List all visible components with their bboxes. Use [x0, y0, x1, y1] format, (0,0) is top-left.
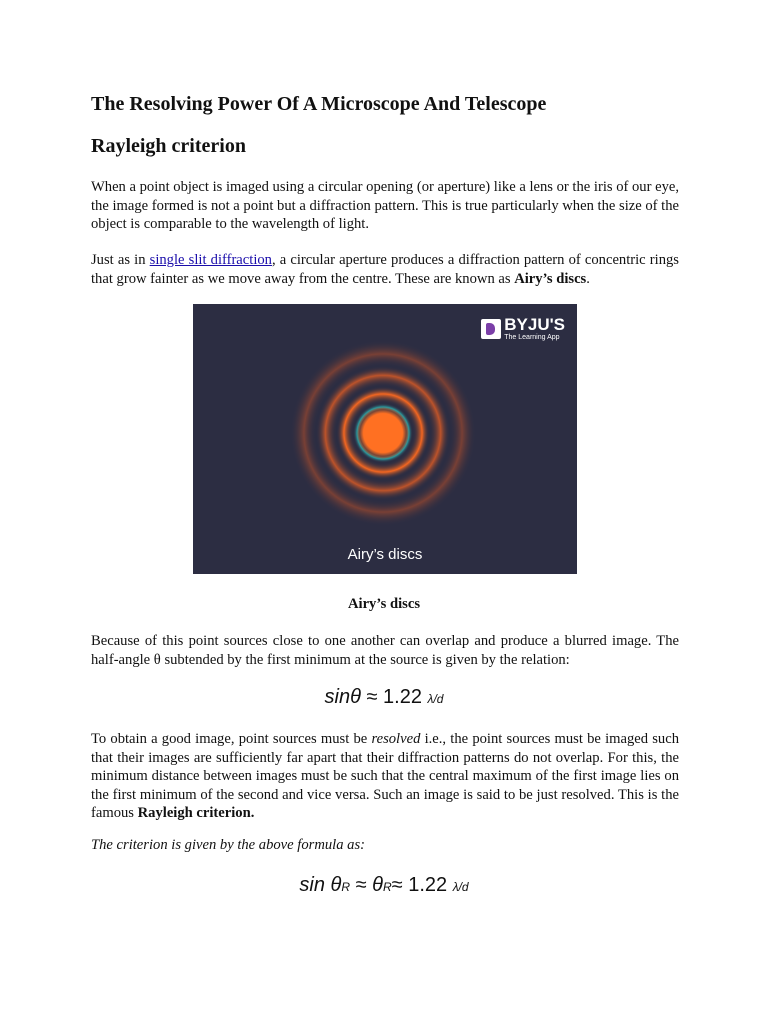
eq2-sin: sin [299, 874, 331, 896]
rayleigh-criterion-term: Rayleigh criterion. [137, 805, 255, 821]
eq1-op: ≈ 1.22 [360, 686, 428, 708]
equation-rayleigh [0, 874, 768, 897]
airys-discs-figure [193, 304, 577, 574]
eq2-theta1: θ [330, 874, 342, 896]
paragraph-overlap: Because of this point sources close to one another can overlap and produce a blurred image. The half-angle θ subtended by the first minimum at the source is given by the relation: [91, 633, 679, 668]
airys-discs-term: Airy’s discs [514, 270, 587, 287]
paragraph-intro: When a point object is imaged using a circular opening (or aperture) like a lens or the iris of our eye, the image formed is not a point but a diffraction pattern. This is true particularly when the size of the object is comparable to the wavelength of light. [91, 179, 680, 232]
paragraph-resolved [91, 730, 679, 823]
equation-sin-theta [0, 686, 768, 709]
p2-text-mid: , a circular aperture produces a diffraction pattern of concentric rings that grow fainter as we move away from the centre. These are known as [91, 252, 679, 287]
paragraph-airy [91, 251, 679, 288]
eq1-lhs: sinθ [324, 686, 361, 708]
section-heading: Rayleigh criterion [91, 135, 246, 157]
eq2-sub2: R [383, 880, 392, 894]
p4-text-b: i.e., the point sources must be imaged such that their images are sufficiently far apart that their diffraction patterns do not overlap. For this, the minimum distance between images must be such that the central maximum of the first image lies on the first minimum of the second and vice versa. Such an image is said to be just resolved. This is the famous [91, 731, 679, 821]
eq2-approx1: ≈ [350, 874, 373, 896]
eq2-sub1: R [341, 880, 351, 894]
byjus-logo [481, 316, 565, 341]
eq2-rest: ≈ 1.22 [391, 874, 453, 896]
p2-text-end: . [586, 270, 590, 287]
eq2-theta2: θ [372, 874, 383, 896]
p4-text-a: To obtain a good image, point sources must be [91, 731, 372, 747]
figure-label: Airy’s discs [347, 546, 423, 563]
airy-rings [290, 340, 476, 526]
brand-name: BYJU'S [504, 315, 565, 334]
eq2-fraction: λ/d [452, 880, 469, 894]
paragraph-criterion-formula: The criterion is given by the above formula as: [91, 837, 365, 853]
byjus-logo-icon [481, 319, 501, 339]
figure-caption: Airy’s discs [347, 596, 421, 612]
page-title: The Resolving Power Of A Microscope And Telescope [91, 93, 547, 115]
p2-text-start: Just as in [91, 252, 150, 268]
airy-pattern-image [193, 304, 577, 574]
brand-tagline: The Learning App [504, 334, 560, 341]
single-slit-diffraction-link[interactable]: single slit diffraction [149, 252, 272, 268]
resolved-term: resolved [371, 731, 421, 747]
eq1-fraction: λ/d [427, 692, 444, 706]
